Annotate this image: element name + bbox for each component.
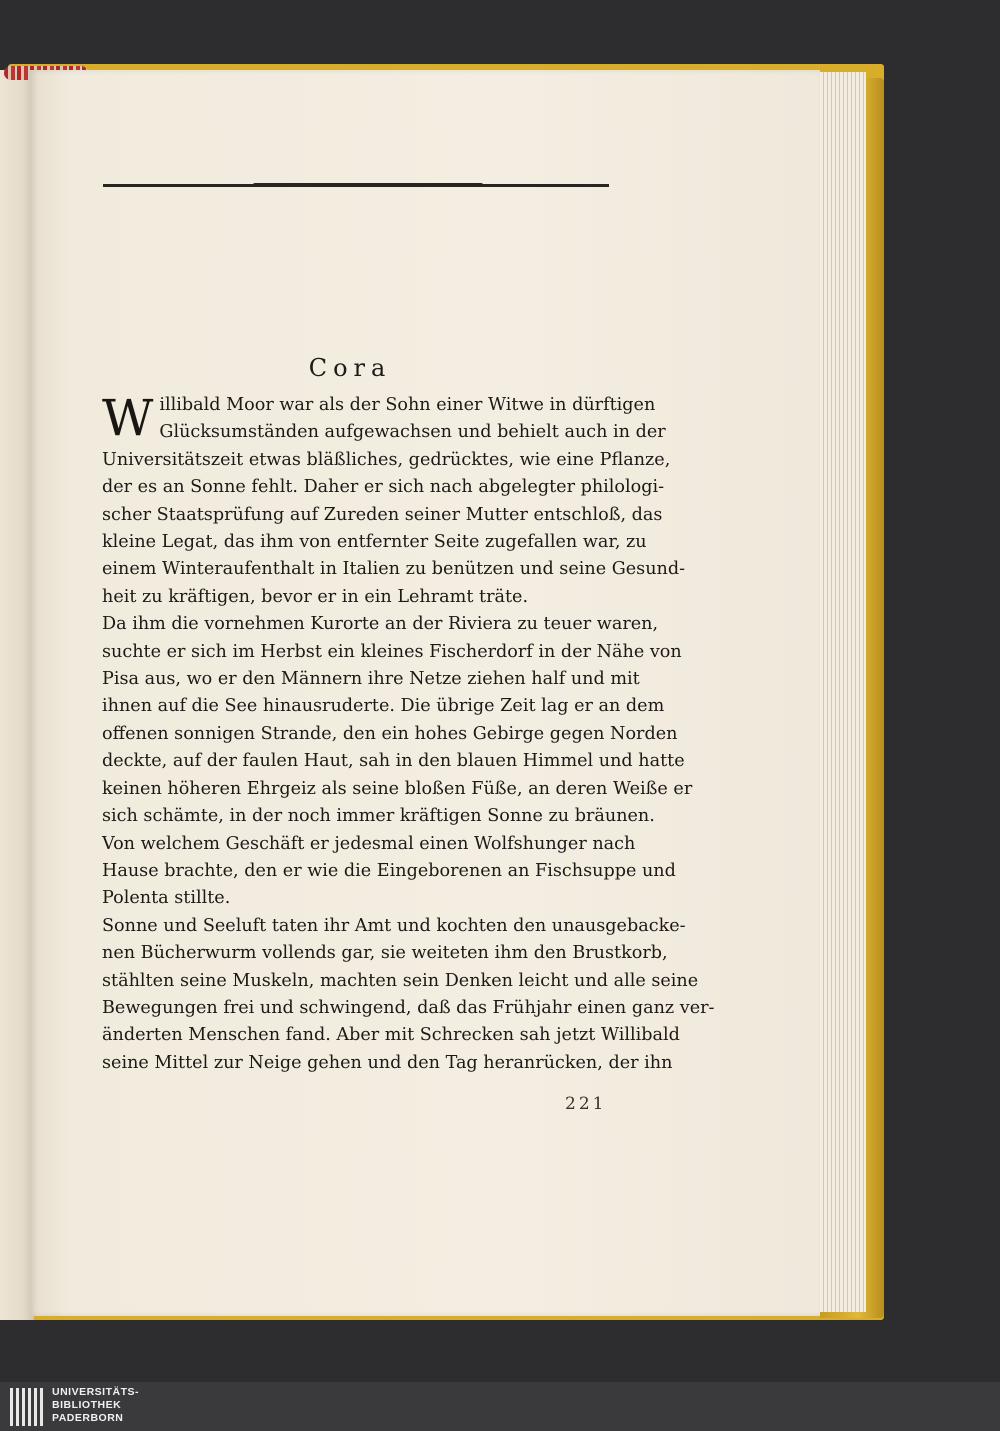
header-rule (103, 184, 609, 187)
text-line: Hause brachte, den er wie die Eingeborenen an Fischsuppe und (102, 860, 676, 881)
text-line: Polenta stillte. (102, 888, 231, 909)
library-footer (0, 1382, 1000, 1431)
text-line: Bewegungen frei und schwingend, daß das Frühjahr einen ganz ver- (102, 997, 715, 1018)
logo-line: PADERBORN (52, 1412, 124, 1424)
page-edges (812, 72, 866, 1312)
text-line: nen Bücherwurm vollends gar, sie weiteten ihm den Brustkorb, (102, 943, 668, 964)
text-line: Pisa aus, wo er den Männern ihre Netze ziehen half und mit (102, 669, 640, 690)
text-line: der es an Sonne fehlt. Daher er sich nach abgelegter philologi- (102, 477, 665, 498)
library-logo-text (52, 1386, 139, 1425)
library-logo-icon (10, 1388, 46, 1426)
text-line: kleine Legat, das ihm von entfernter Seite zugefallen war, zu (102, 532, 647, 553)
text-line: Von welchem Geschäft er jedesmal einen Wolfshunger nach (102, 833, 636, 854)
text-line: Glücksumständen aufgewachsen und behielt auch in der (159, 422, 666, 443)
text-line: keinen höheren Ehrgeiz als seine bloßen Füße, an deren Weiße er (102, 778, 693, 799)
paragraph-2 (102, 611, 693, 912)
text-line: deckte, auf der faulen Haut, sah in den blauen Himmel und hatte (102, 751, 685, 772)
text-line: sich schämte, in der noch immer kräftigen Sonne zu bräunen. (102, 806, 655, 827)
text-line: scher Staatsprüfung auf Zureden seiner Mutter entschloß, das (102, 504, 663, 525)
text-line: Universitätszeit etwas bläßliches, gedrücktes, wie eine Pflanze, (102, 449, 671, 470)
text-line: heit zu kräftigen, bevor er in ein Lehramt träte. (102, 586, 529, 607)
logo-line: UNIVERSITÄTS- (52, 1386, 140, 1398)
logo-line: BIBLIOTHEK (52, 1399, 122, 1411)
text-line: einem Winteraufenthalt in Italien zu benützen und seine Gesund- (102, 559, 686, 580)
drop-cap: W (102, 389, 154, 447)
text-line: illibald Moor war als der Sohn einer Witwe in dürftigen (159, 395, 656, 415)
text-line: ihnen auf die See hinausruderte. Die übrige Zeit lag er an dem (102, 696, 665, 717)
paragraph-3 (102, 913, 715, 1077)
body-text (102, 389, 715, 1077)
page-number: 221 (565, 1094, 607, 1114)
text-line: Sonne und Seeluft taten ihr Amt und kochten den unausgebacke- (102, 915, 686, 936)
text-line: offenen sonnigen Strande, den ein hohes Gebirge gegen Norden (102, 723, 678, 744)
book-page (30, 70, 820, 1316)
chapter-title: Cora (308, 354, 392, 382)
facing-page (0, 70, 34, 1320)
paragraph-1 (102, 389, 686, 611)
text-line: stählten seine Muskeln, machten sein Denken leicht und alle seine (102, 970, 699, 991)
text-line: Da ihm die vornehmen Kurorte an der Riviera zu teuer waren, (102, 614, 659, 635)
text-line: suchte er sich im Herbst ein kleines Fischerdorf in der Nähe von (102, 641, 682, 662)
text-line: seine Mittel zur Neige gehen und den Tag heranrücken, der ihn (102, 1052, 673, 1073)
text-line: änderten Menschen fand. Aber mit Schrecken sah jetzt Willibald (102, 1025, 680, 1046)
